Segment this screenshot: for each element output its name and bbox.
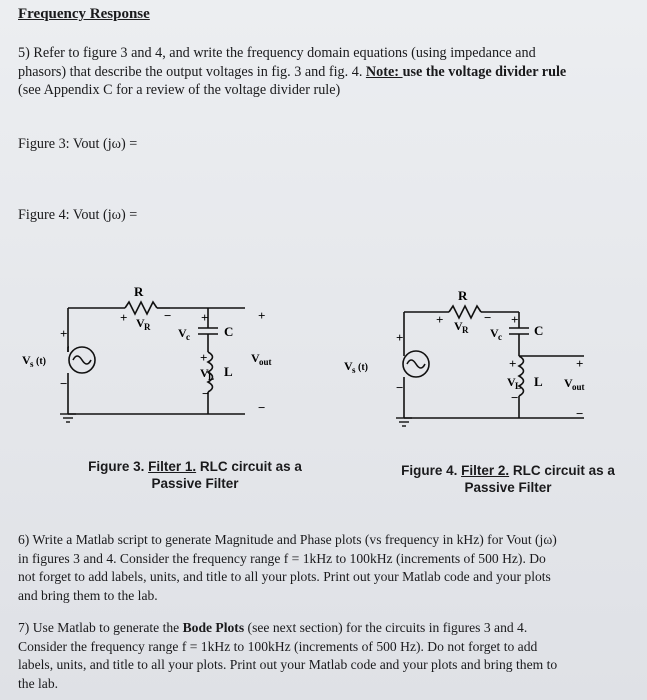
c4-vout-sub: out (572, 382, 585, 392)
c4-vr-plus: + (436, 312, 444, 327)
c4-R-label: R (458, 288, 468, 303)
c3-vr-label: V (136, 316, 145, 330)
c4-out-minus: − (576, 406, 584, 421)
c4-vr-label: V (454, 319, 463, 333)
c3-C-label: C (224, 324, 234, 339)
caption-3-prefix: Figure 3. (88, 459, 149, 474)
caption-4-line-1 (378, 462, 638, 479)
c3-vr-minus: − (164, 308, 172, 323)
caption-4-suffix: RLC circuit as a (509, 463, 615, 478)
q6-line-1: 6) Write a Matlab script to generate Magnitude and Phase plots (vs frequency in kHz) for Vout (jω) (18, 532, 557, 547)
caption-4-prefix: Figure 4. (401, 463, 462, 478)
c3-vout-sub: out (259, 357, 272, 367)
c4-vr-minus: − (484, 310, 492, 325)
c3-vs-t: (t) (36, 356, 46, 367)
c4-vl-plus: + (509, 356, 517, 371)
q5-note-label: Note: (365, 63, 403, 80)
q7-line-4: the lab. (18, 675, 59, 691)
q7-line-1 (18, 619, 638, 638)
q6-line-3: not forget to add labels, units, and title to all your plots. Print out your Matlab code and your plots (18, 569, 551, 584)
c4-vs-t: (t) (358, 362, 368, 373)
circuit-figure-3 (22, 280, 290, 430)
q6-line-2: in figures 3 and 4. Consider the frequency range f = 1kHz to 100kHz (increments of 500 Hz). Do (18, 550, 546, 566)
question-5 (18, 44, 638, 100)
caption-3-line-2: Passive Filter (151, 476, 239, 491)
c4-vout-label: V (564, 376, 573, 390)
c3-vl-plus: + (200, 350, 208, 365)
c3-vs-label: V (22, 353, 31, 367)
c3-vs-minus: − (60, 376, 68, 391)
q5-line-2-text: phasors) that describe the output voltages in fig. 3 and fig. 4. (18, 63, 366, 80)
c3-out-minus: − (258, 400, 266, 415)
question-6 (18, 531, 638, 605)
question-7 (18, 619, 638, 693)
q5-line-1: 5) Refer to figure 3 and 4, and write the frequency domain equations (using impedance and (18, 45, 536, 61)
caption-figure-3 (60, 458, 330, 492)
c4-vl-minus: − (511, 390, 519, 405)
caption-4-line-2: Passive Filter (464, 480, 552, 495)
c3-vc-plus: + (201, 310, 209, 325)
figure-3-equation: Figure 3: Vout (jω) = (18, 136, 138, 152)
c4-vc-label: V (490, 326, 499, 340)
c4-vs-minus: − (396, 380, 404, 395)
c4-vs-sub: s (352, 365, 356, 375)
c3-L-label: L (224, 364, 233, 379)
figure-4-equation: Figure 4: Vout (jω) = (18, 207, 138, 223)
c3-vr-plus: + (120, 310, 128, 325)
c3-vl-minus: − (202, 386, 210, 401)
q7-line-1-prefix: 7) Use Matlab to generate the (18, 620, 183, 635)
c4-vl-sub: L (515, 381, 522, 391)
c3-vs-sub: s (30, 359, 34, 369)
c3-R-label: R (134, 284, 144, 299)
circuit-figure-4 (344, 284, 624, 434)
q7-line-1-suffix: (see next section) for the circuits in figures 3 and 4. (244, 620, 528, 635)
c3-vout-label: V (251, 351, 260, 365)
c4-vs-plus: + (396, 330, 404, 345)
q7-line-3: labels, units, and title to all your plots. Print out your Matlab code and your plots and bring them to (18, 657, 558, 672)
caption-3-suffix: RLC circuit as a (196, 459, 302, 474)
c3-vl-sub: L (208, 372, 215, 382)
page-title: Frequency Response (18, 6, 150, 22)
q7-bode-plots: Bode Plots (182, 620, 245, 635)
caption-3-filter-name: Filter 1. (148, 459, 197, 474)
c3-vs-plus: + (60, 326, 68, 341)
caption-3-line-1 (60, 458, 330, 475)
q5-line-3: (see Appendix C for a review of the voltage divider rule) (18, 82, 341, 98)
c3-vl-label: V (200, 366, 209, 380)
c4-out-plus: + (576, 356, 584, 371)
q6-line-4: and bring them to the lab. (18, 587, 158, 603)
c4-vl-label: V (507, 375, 516, 389)
c3-vr-sub: R (144, 322, 151, 332)
c3-out-plus: + (258, 308, 266, 323)
c4-vs-label: V (344, 359, 353, 373)
c4-L-label: L (534, 374, 543, 389)
c3-vc-sub: c (186, 332, 190, 342)
caption-4-filter-name: Filter 2. (461, 463, 510, 478)
c4-vr-sub: R (462, 325, 469, 335)
q7-line-2: Consider the frequency range f = 1kHz to 100kHz (increments of 500 Hz). Do not forget to add (18, 638, 538, 654)
c4-C-label: C (534, 323, 544, 338)
q5-note-text: use the voltage divider rule (402, 63, 567, 80)
q5-line-2 (18, 63, 638, 82)
c4-vc-plus: + (511, 312, 519, 327)
c3-vc-label: V (178, 326, 187, 340)
caption-figure-4 (378, 462, 638, 496)
c4-vc-sub: c (498, 332, 502, 342)
